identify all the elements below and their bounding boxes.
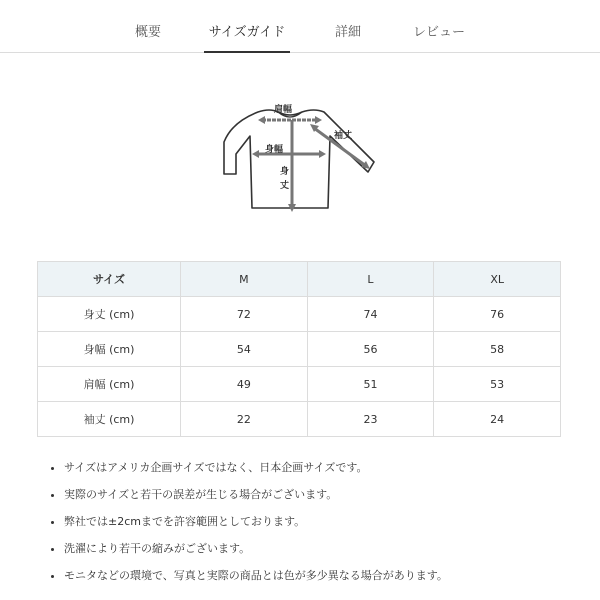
cell: 51: [307, 367, 434, 402]
row-label: 袖丈 (cm): [38, 402, 181, 437]
row-label: 肩幅 (cm): [38, 367, 181, 402]
cell: 58: [434, 332, 561, 367]
cell: 74: [307, 297, 434, 332]
table-header-row: [38, 262, 561, 297]
cell: 22: [181, 402, 308, 437]
table-row: [38, 332, 561, 367]
list-item: • 弊社では±2cmまでを許容範囲としております。: [64, 513, 600, 540]
list-item: • サイズはアメリカ企画サイズではなく、日本企画サイズです。: [64, 459, 600, 486]
label-body-width: 身幅: [265, 145, 284, 155]
header-xl: XL: [434, 262, 561, 297]
tab-size-guide[interactable]: サイズガイド: [204, 0, 290, 52]
cell: 49: [181, 367, 308, 402]
header-size: サイズ: [38, 262, 181, 297]
size-table: [37, 261, 561, 437]
table-row: [38, 402, 561, 437]
cell: 24: [434, 402, 561, 437]
tab-bar: [0, 0, 600, 53]
label-body-length-2: 丈: [280, 181, 290, 191]
tab-details[interactable]: 詳細: [334, 25, 361, 40]
cell: 56: [307, 332, 434, 367]
notes-list: [48, 459, 600, 594]
tab-overview[interactable]: 概要: [134, 25, 161, 40]
header-l: L: [307, 262, 434, 297]
label-shoulder-width: 肩幅: [274, 105, 293, 115]
table-row: [38, 297, 561, 332]
cell: 54: [181, 332, 308, 367]
row-label: 身幅 (cm): [38, 332, 181, 367]
table-row: [38, 367, 561, 402]
measurement-diagram: [210, 90, 390, 220]
list-item: • モニタなどの環境で、写真と実際の商品とは色が多少異なる場合があります。: [64, 567, 600, 594]
list-item: • 洗濯により若干の縮みがございます。: [64, 540, 600, 567]
header-m: M: [181, 262, 308, 297]
tab-reviews[interactable]: レビュー: [412, 25, 465, 40]
cell: 53: [434, 367, 561, 402]
cell: 76: [434, 297, 561, 332]
label-sleeve-length: 袖丈: [334, 131, 353, 141]
cell: 72: [181, 297, 308, 332]
list-item: • 実際のサイズと若干の誤差が生じる場合がございます。: [64, 486, 600, 513]
cell: 23: [307, 402, 434, 437]
label-body-length-1: 身: [280, 167, 290, 177]
row-label: 身丈 (cm): [38, 297, 181, 332]
shirt-illustration: [210, 90, 390, 220]
